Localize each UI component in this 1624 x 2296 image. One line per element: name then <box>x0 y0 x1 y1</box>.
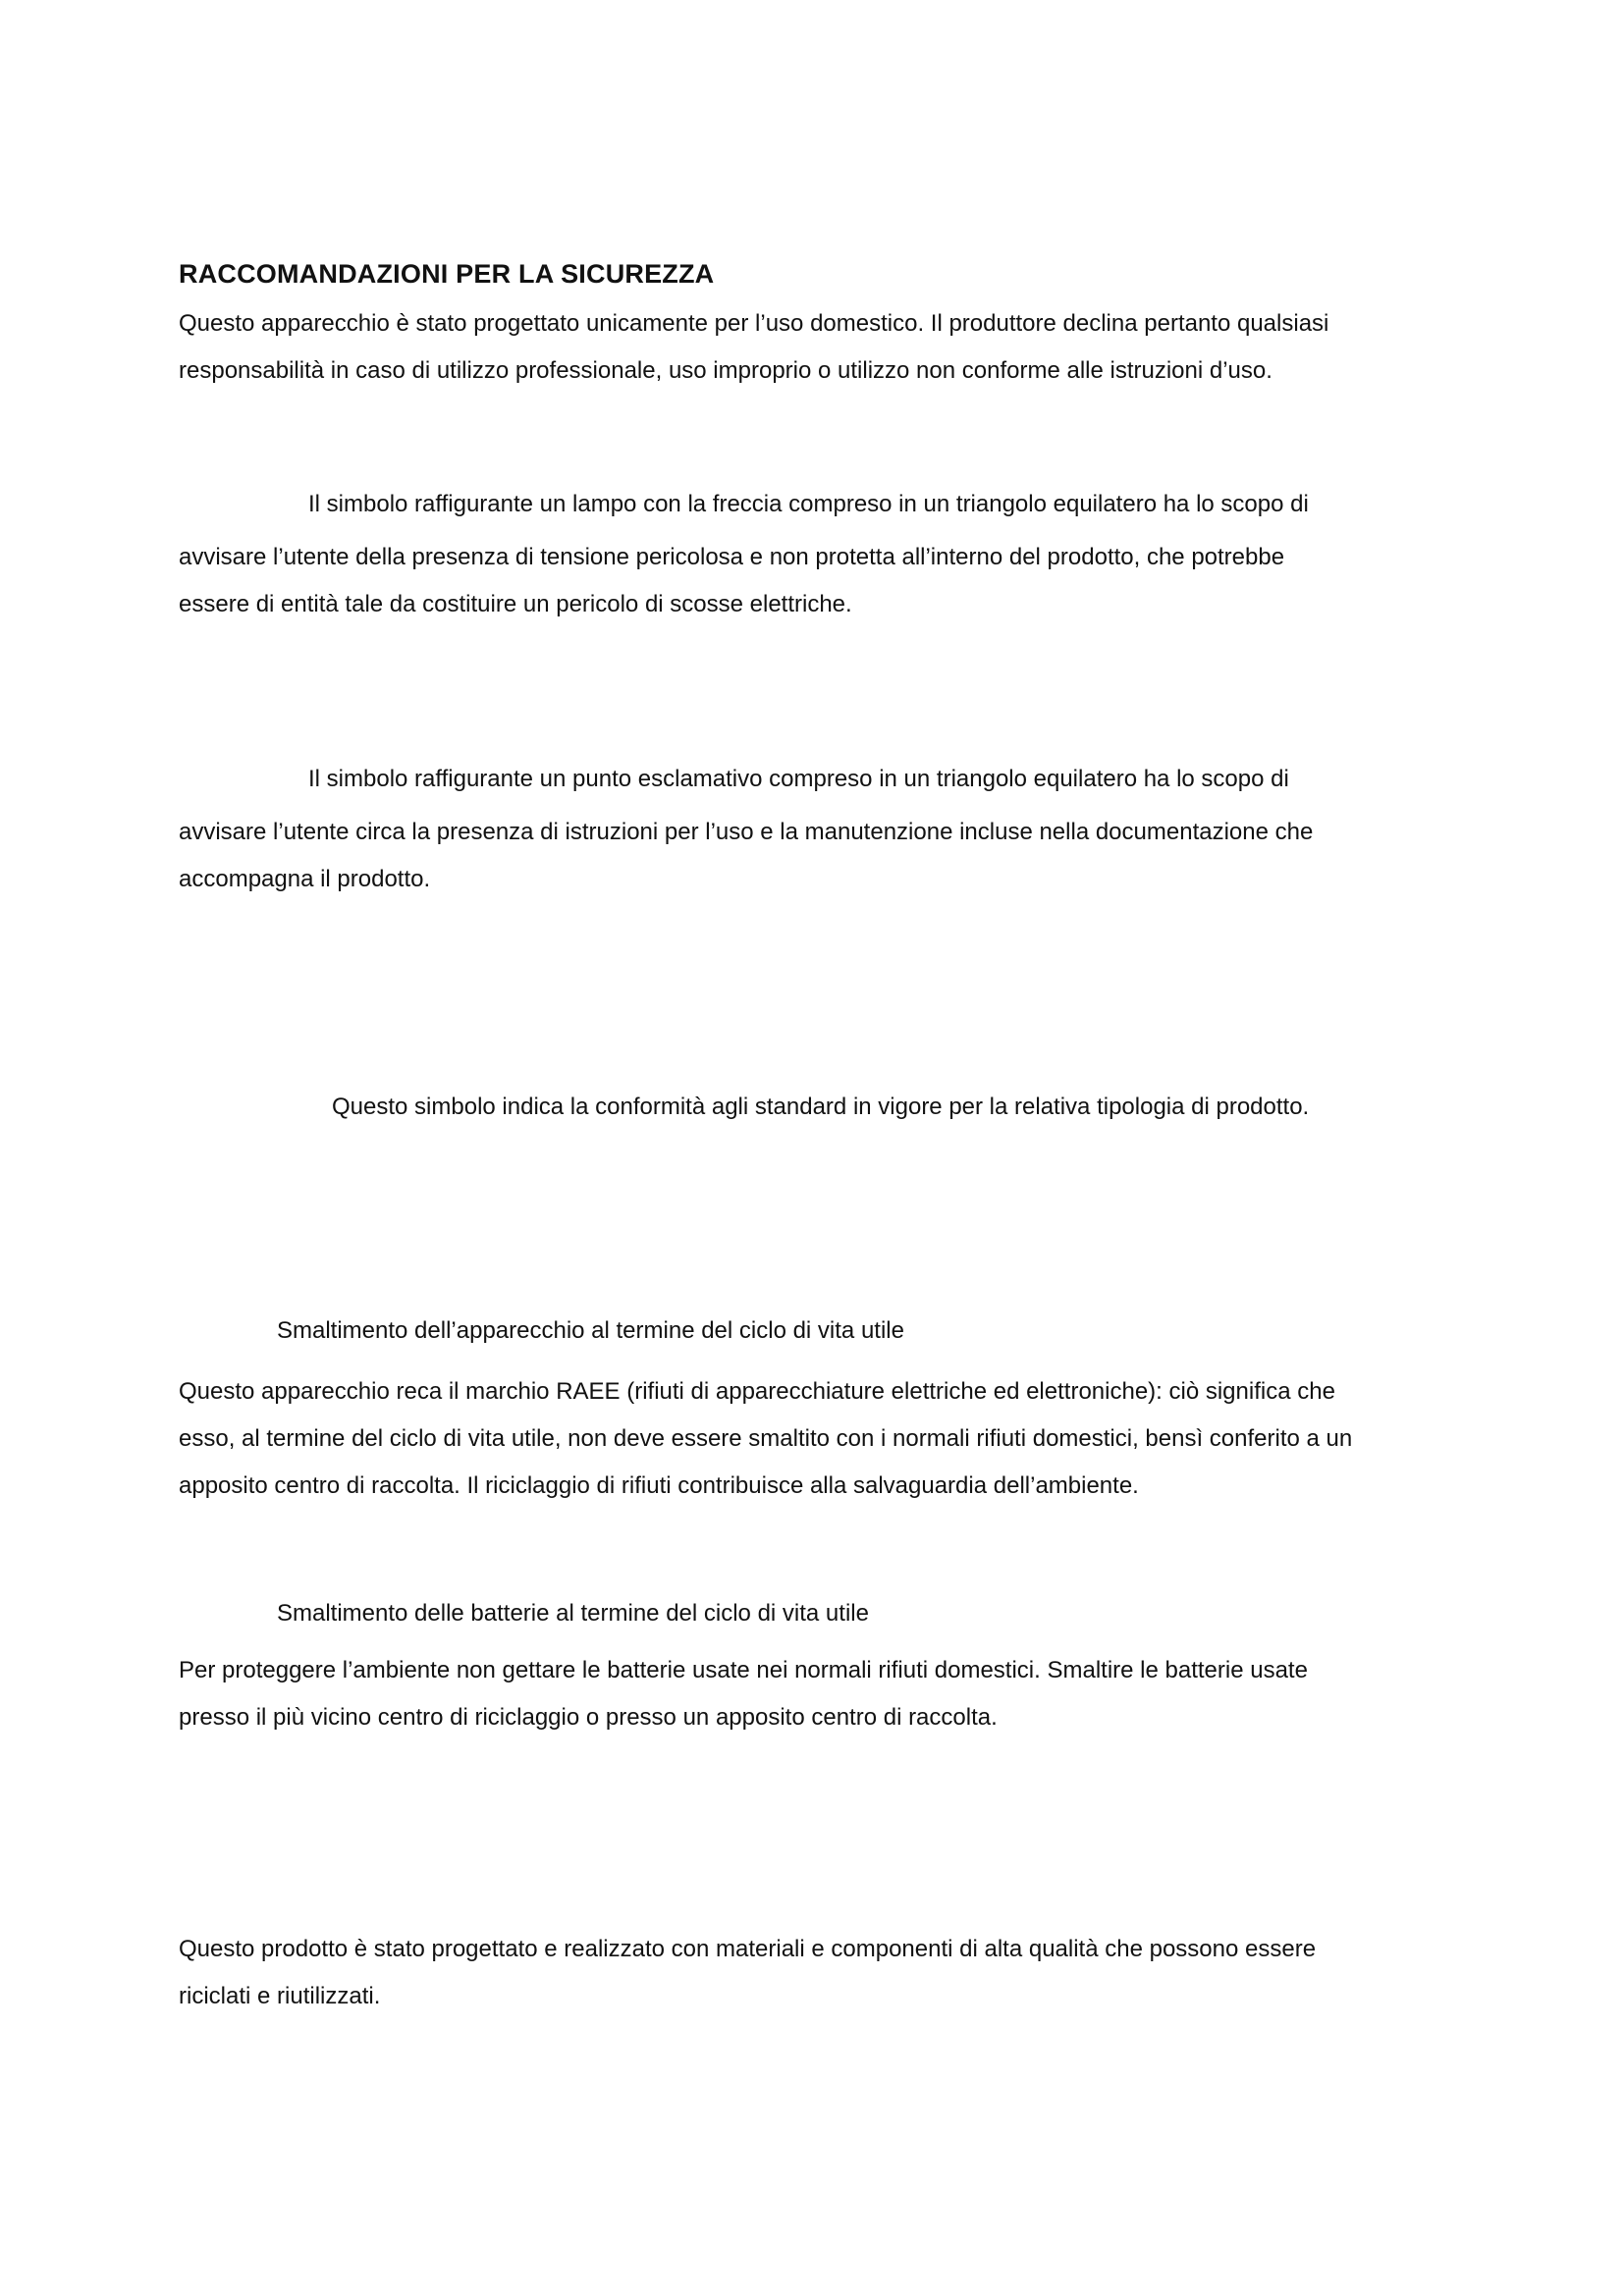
page-title: RACCOMANDAZIONI PER LA SICUREZZA <box>179 259 715 289</box>
recycling-line-2: riciclati e riutilizzati. <box>179 1983 381 2009</box>
appliance-disposal-line-1: Questo apparecchio reca il marchio RAEE (rifiuti di apparecchiature elettriche ed elettroniche): ciò significa che <box>179 1378 1335 1405</box>
battery-disposal-title: Smaltimento delle batterie al termine del ciclo di vita utile <box>277 1600 869 1627</box>
recycling-paragraph <box>179 1926 1475 2020</box>
lightning-symbol-paragraph <box>179 481 1475 628</box>
exclamation-symbol-paragraph <box>179 756 1475 903</box>
lightning-line-2: avvisare l’utente della presenza di tensione pericolosa e non protetta all’interno del prodotto, che potrebbe <box>179 544 1285 570</box>
intro-line-1: Questo apparecchio è stato progettato unicamente per l’uso domestico. Il produttore declina pertanto qualsiasi <box>179 310 1329 337</box>
exclamation-line-2: avvisare l’utente circa la presenza di istruzioni per l’uso e la manutenzione incluse nella documentazione che <box>179 819 1314 845</box>
lightning-line-1: Il simbolo raffigurante un lampo con la freccia compreso in un triangolo equilatero ha lo scopo di <box>308 491 1309 517</box>
conformity-symbol-paragraph <box>179 1084 1475 1131</box>
battery-disposal-paragraph <box>179 1647 1475 1741</box>
appliance-disposal-paragraph <box>179 1368 1475 1510</box>
recycling-line-1: Questo prodotto è stato progettato e realizzato con materiali e componenti di alta qualità che possono essere <box>179 1936 1317 1962</box>
appliance-disposal-line-2: esso, al termine del ciclo di vita utile, non deve essere smaltito con i normali rifiuti domestici, bensì conferito a un <box>179 1425 1353 1452</box>
appliance-disposal-title: Smaltimento dell’apparecchio al termine del ciclo di vita utile <box>277 1317 904 1344</box>
appliance-disposal-line-3: apposito centro di raccolta. Il riciclaggio di rifiuti contribuisce alla salvaguardia dell’ambiente. <box>179 1472 1139 1499</box>
lightning-line-3: essere di entità tale da costituire un pericolo di scosse elettriche. <box>179 591 852 617</box>
conformity-line-1: Questo simbolo indica la conformità agli standard in vigore per la relativa tipologia di prodotto. <box>332 1094 1310 1120</box>
exclamation-line-1: Il simbolo raffigurante un punto esclamativo compreso in un triangolo equilatero ha lo scopo di <box>308 766 1289 792</box>
battery-disposal-line-1: Per proteggere l’ambiente non gettare le batterie usate nei normali rifiuti domestici. Smaltire le batterie usate <box>179 1657 1308 1683</box>
intro-line-2: responsabilità in caso di utilizzo professionale, uso improprio o utilizzo non conforme alle istruzioni d’uso. <box>179 357 1272 384</box>
exclamation-line-3: accompagna il prodotto. <box>179 866 431 892</box>
intro-paragraph <box>179 300 1475 395</box>
battery-disposal-line-2: presso il più vicino centro di riciclaggio o presso un apposito centro di raccolta. <box>179 1704 998 1731</box>
